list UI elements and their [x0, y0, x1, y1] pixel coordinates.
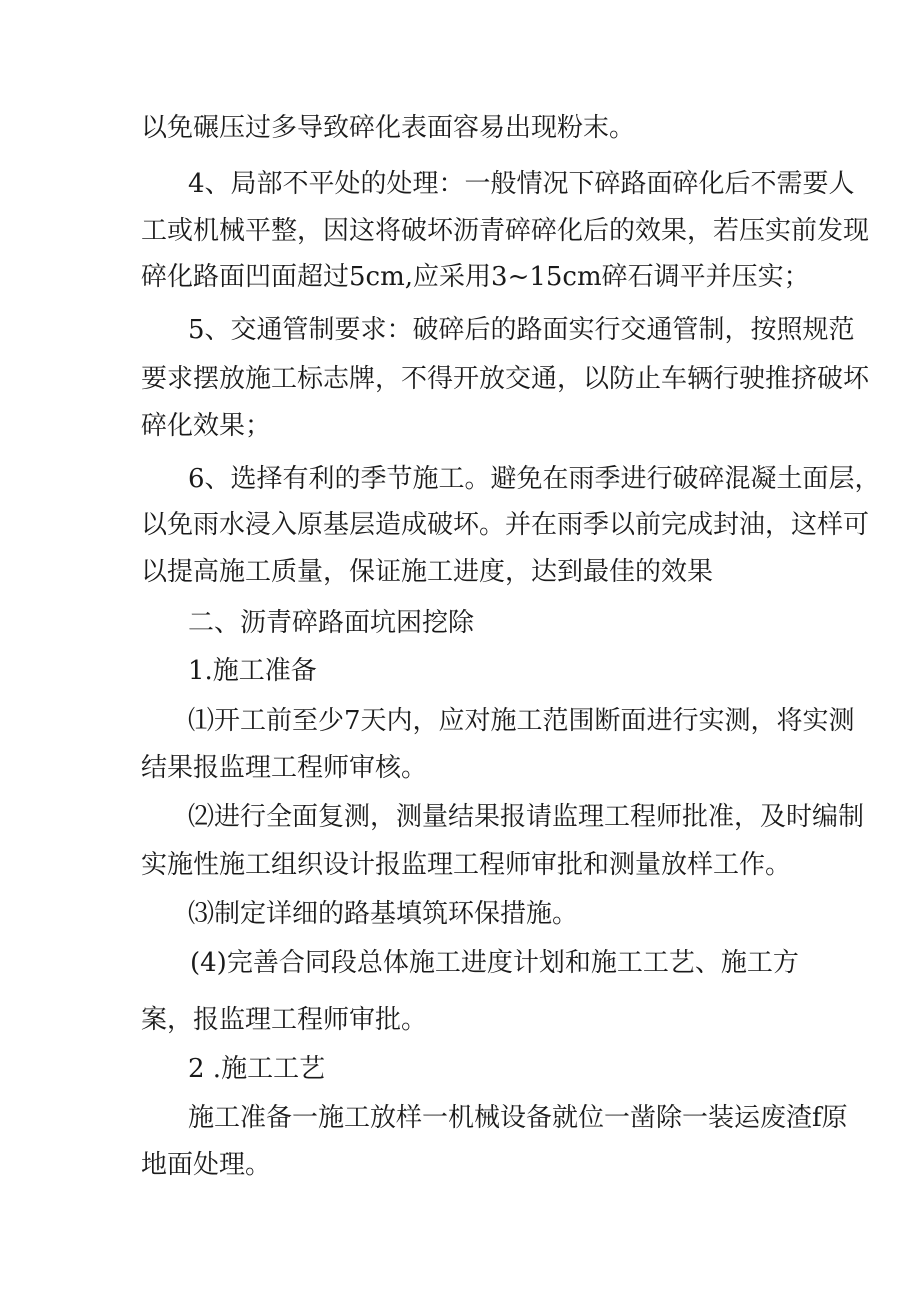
- subsection-heading: 1.施工准备: [188, 656, 317, 686]
- paragraph-line: 6、选择有利的季节施工。避免在雨季进行破碎混凝土面层，: [188, 464, 881, 494]
- paragraph-line: 工或机械平整，因这将破坏沥青碎碎化后的效果，若压实前发现: [141, 216, 870, 246]
- paragraph-line: ⑴开工前至少7天内，应对施工范围断面进行实测，将实测: [188, 706, 855, 736]
- paragraph-line: 要求摆放施工标志牌，不得开放交通，以防止车辆行驶推挤破坏: [141, 364, 870, 394]
- paragraph-line: ⑵进行全面复测，测量结果报请监理工程师批准，及时编制: [188, 802, 865, 832]
- paragraph-line: 以免雨水浸入原基层造成破坏。并在雨季以前完成封油，这样可: [141, 510, 870, 540]
- paragraph-line: 碎化路面凹面超过5cm,应采用3~15cm碎石调平并压实；: [141, 262, 810, 292]
- paragraph-line: 5、交通管制要求：破碎后的路面实行交通管制，按照规范: [188, 315, 855, 345]
- paragraph-line: ⑶制定详细的路基填筑环保措施。: [188, 899, 579, 929]
- paragraph-line: 以免碾压过多导致碎化表面容易出现粉末。: [141, 113, 636, 143]
- paragraph-line: (4)完善合同段总体施工进度计划和施工工艺、施工方: [190, 948, 799, 978]
- section-heading: 二、沥青碎路面坑困挖除: [188, 608, 475, 638]
- paragraph-line: 施工准备一施工放样一机械设备就位一凿除一装运废渣f原: [188, 1103, 848, 1133]
- paragraph-line: 实施性施工组织设计报监理工程师审批和测量放样工作。: [141, 850, 792, 880]
- paragraph-line: 地面处理。: [141, 1150, 272, 1180]
- paragraph-line: 碎化效果；: [141, 411, 272, 441]
- paragraph-line: 4、局部不平处的处理：一般情况下碎路面碎化后不需要人: [188, 169, 855, 199]
- paragraph-line: 以提高施工质量，保证施工进度，达到最佳的效果: [141, 557, 714, 587]
- paragraph-line: 结果报监理工程师审核。: [141, 753, 428, 783]
- subsection-heading: 2 .施工工艺: [188, 1054, 326, 1084]
- paragraph-line: 案，报监理工程师审批。: [141, 1005, 428, 1035]
